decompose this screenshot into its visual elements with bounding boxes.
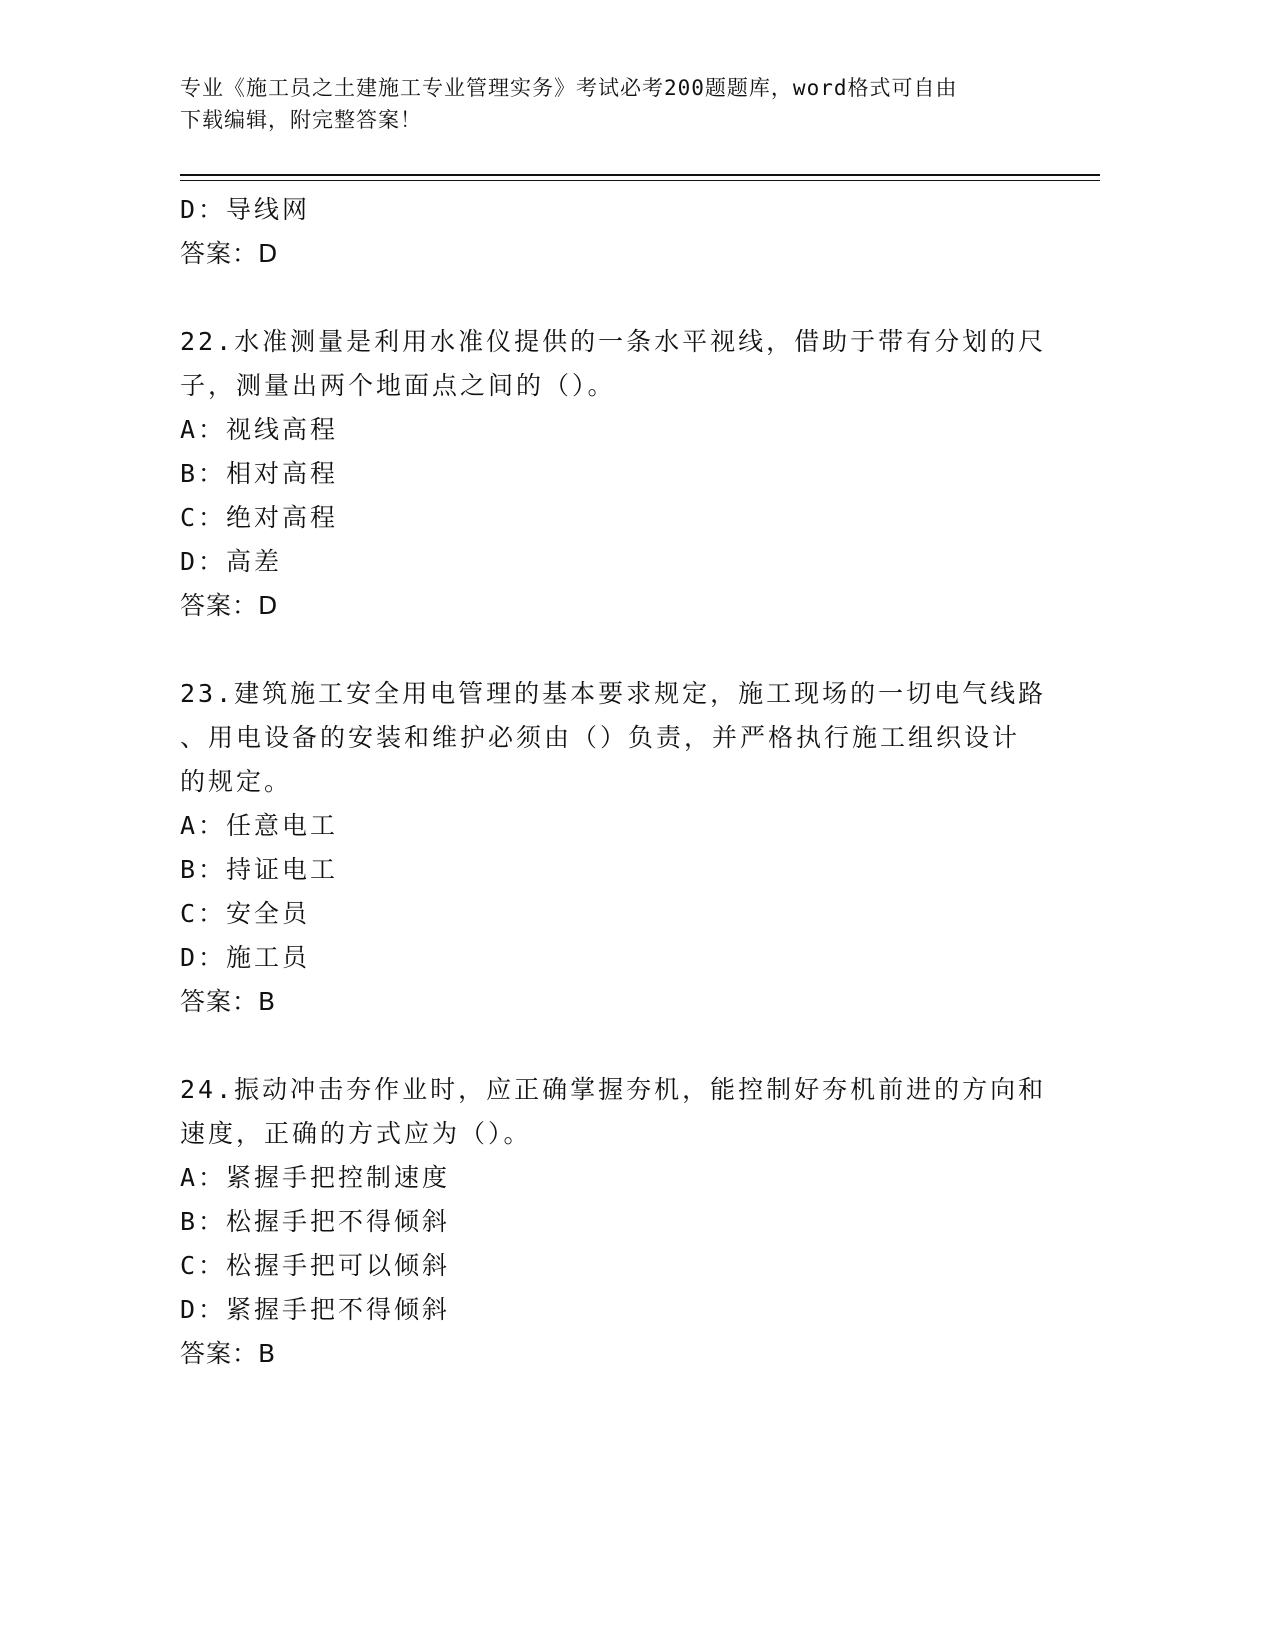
header-divider-thick	[180, 174, 1100, 176]
option-b: B：相对高程	[180, 459, 339, 488]
header-line-1: 专业《施工员之土建施工专业管理实务》考试必考200题题库，word格式可自由	[180, 76, 958, 100]
option-d: D：紧握手把不得倾斜	[180, 1295, 451, 1324]
option-b: B：持证电工	[180, 855, 339, 884]
stem-line: 子，测量出两个地面点之间的（）。	[180, 371, 616, 400]
option-a: A：视线高程	[180, 415, 339, 444]
answer-line: 答案：D	[180, 591, 279, 620]
question-23	[180, 672, 1047, 1024]
answer-line: 答案：D	[180, 239, 279, 268]
answer-line: 答案：B	[180, 987, 277, 1016]
option-c: C：安全员	[180, 899, 311, 928]
question-stem	[180, 320, 1047, 408]
option-d: D：施工员	[180, 943, 311, 972]
question-stem	[180, 1068, 1047, 1156]
carryover-block	[180, 188, 1040, 276]
option-c: C：绝对高程	[180, 503, 339, 532]
option-b: B：松握手把不得倾斜	[180, 1207, 451, 1236]
option-c: C：松握手把可以倾斜	[180, 1251, 451, 1280]
stem-line: 的规定。	[180, 767, 293, 796]
option-d: D：导线网	[180, 195, 311, 224]
question-22	[180, 320, 1047, 628]
stem-line: 22.水准测量是利用水准仪提供的一条水平视线，借助于带有分划的尺	[180, 327, 1047, 356]
option-d: D：高差	[180, 547, 283, 576]
question-24	[180, 1068, 1047, 1376]
stem-line: 23.建筑施工安全用电管理的基本要求规定，施工现场的一切电气线路	[180, 679, 1047, 708]
question-stem	[180, 672, 1047, 804]
header-line-2: 下载编辑，附完整答案！	[180, 108, 422, 132]
document-header	[180, 72, 1080, 136]
answer-line: 答案：B	[180, 1339, 277, 1368]
question-list	[180, 188, 1047, 1376]
stem-line: 速度，正确的方式应为（）。	[180, 1119, 532, 1148]
option-a: A：任意电工	[180, 811, 339, 840]
stem-line: 24.振动冲击夯作业时，应正确掌握夯机，能控制好夯机前进的方向和	[180, 1075, 1047, 1104]
header-divider-thin	[180, 180, 1100, 181]
stem-line: 、用电设备的安装和维护必须由（）负责，并严格执行施工组织设计	[180, 723, 1021, 752]
option-a: A：紧握手把控制速度	[180, 1163, 451, 1192]
